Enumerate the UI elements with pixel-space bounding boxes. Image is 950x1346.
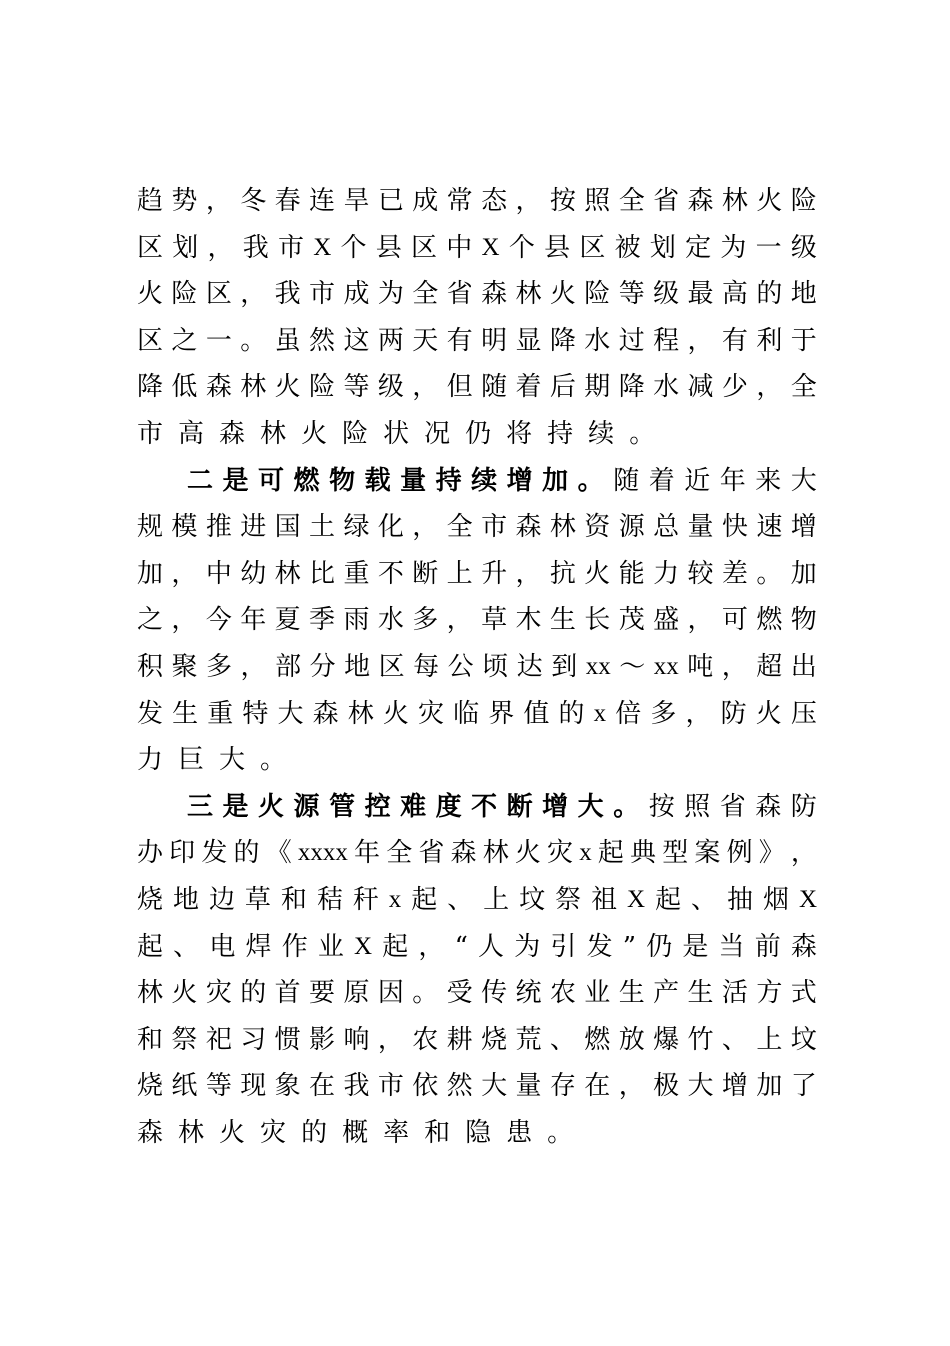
- text-line: 之 ， 今 年 夏 季 雨 水 多 ， 草 木 生 长 茂 盛 ， 可 燃 物: [137, 605, 817, 636]
- text-line: 火 险 区 ， 我 市 成 为 全 省 森 林 火 险 等 级 最 高 的 地: [137, 279, 817, 310]
- text-line: 加 ， 中 幼 林 比 重 不 断 上 升 ， 抗 火 能 力 较 差 。 加: [137, 558, 817, 589]
- text-line: 烧 地 边 草 和 秸 秆 x 起 、 上 坟 祭 祖 X 起 、 抽 烟 X: [137, 884, 817, 915]
- text-line: 力 巨 大 。: [137, 745, 287, 776]
- text-line: 办 印 发 的 《 xxxx 年 全 省 森 林 火 灾 x 起 典 型 案 例 》 ，: [137, 838, 817, 869]
- text-line: 规 模 推 进 国 土 绿 化 ， 全 市 森 林 资 源 总 量 快 速 增: [137, 512, 817, 543]
- body-text: [137, 178, 817, 1156]
- text-line: 趋 势 ， 冬 春 连 旱 已 成 常 态 ， 按 照 全 省 森 林 火 险: [137, 186, 817, 216]
- text-line: 区 之 一 。 虽 然 这 两 天 有 明 显 降 水 过 程 ， 有 利 于: [137, 325, 817, 356]
- text-line: 三 是 火 源 管 控 难 度 不 断 增 大 。 按 照 省 森 防: [187, 791, 817, 822]
- text-line: 区 划 ， 我 市 X 个 县 区 中 X 个 县 区 被 划 定 为 一 级: [137, 232, 817, 263]
- text-line: 市 高 森 林 火 险 状 况 仍 将 持 续 。: [137, 418, 656, 449]
- text-line: 森 林 火 灾 的 概 率 和 隐 患 。: [137, 1117, 574, 1148]
- text-line: 降 低 森 林 火 险 等 级 ， 但 随 着 后 期 降 水 减 少 ， 全: [137, 372, 817, 403]
- text-line: 起 、 电 焊 作 业 X 起 ， “ 人 为 引 发 ” 仍 是 当 前 森: [137, 931, 817, 962]
- text-line: 积 聚 多 ， 部 分 地 区 每 公 顷 达 到 xx ～ xx 吨 ， 超 出: [137, 651, 817, 682]
- text-line: 发 生 重 特 大 森 林 火 灾 临 界 值 的 x 倍 多 ， 防 火 压: [137, 698, 817, 729]
- text-line: 二 是 可 燃 物 载 量 持 续 增 加 。 随 着 近 年 来 大: [187, 465, 817, 496]
- text-line: 烧 纸 等 现 象 在 我 市 依 然 大 量 存 在 ， 极 大 增 加 了: [137, 1071, 817, 1102]
- text-line: 和 祭 祀 习 惯 影 响 ， 农 耕 烧 荒 、 燃 放 爆 竹 、 上 坟: [137, 1024, 817, 1055]
- text-line: 林 火 灾 的 首 要 原 因 。 受 传 统 农 业 生 产 生 活 方 式: [137, 978, 817, 1009]
